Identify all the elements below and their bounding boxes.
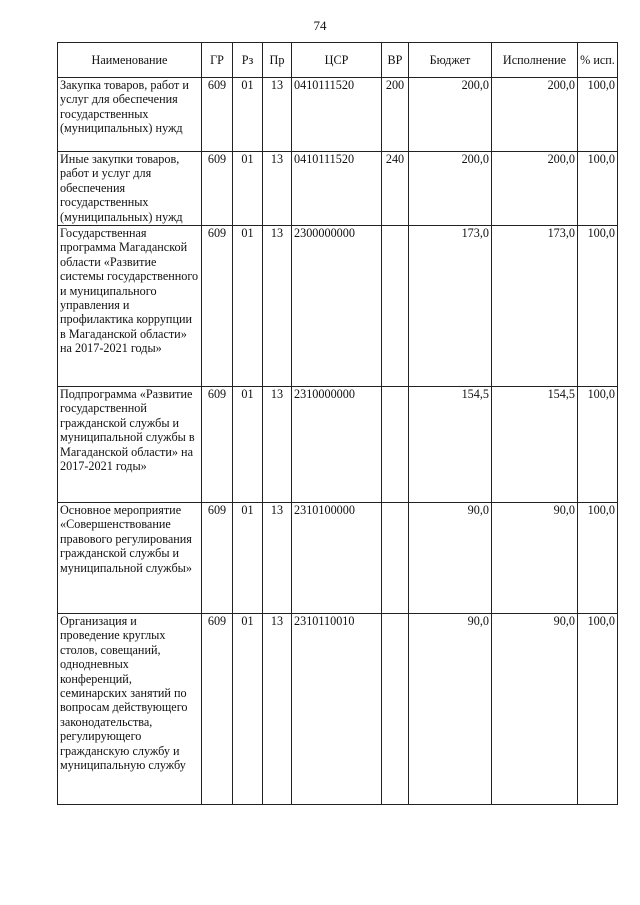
row-vr [382, 226, 409, 387]
row-pr: 13 [263, 614, 292, 805]
table-header-row [58, 43, 618, 78]
row-budget: 90,0 [409, 614, 492, 805]
row-vr: 240 [382, 152, 409, 226]
row-gr: 609 [202, 387, 233, 503]
row-csr: 0410111520 [292, 152, 382, 226]
row-name: Организация и проведение круглых столов, совещаний, однодневных конференций, семинарских занятий по вопросам действующего законодательства, регулирующего гражданскую службу и муниципальную службу [58, 614, 202, 805]
page-number: 74 [313, 18, 327, 33]
row-execution: 154,5 [492, 387, 578, 503]
row-gr: 609 [202, 152, 233, 226]
row-execution: 200,0 [492, 152, 578, 226]
row-percent: 100,0 [578, 387, 618, 503]
header-budget: Бюджет [409, 43, 492, 78]
header-rz: Рз [233, 43, 263, 78]
row-vr [382, 614, 409, 805]
row-name: Закупка товаров, работ и услуг для обеспечения государственных (муниципальных) нужд [58, 78, 202, 152]
row-gr: 609 [202, 614, 233, 805]
row-percent: 100,0 [578, 503, 618, 614]
row-rz: 01 [233, 78, 263, 152]
header-vr: ВР [382, 43, 409, 78]
row-csr: 2310100000 [292, 503, 382, 614]
row-gr: 609 [202, 226, 233, 387]
table-row [58, 387, 618, 503]
header-name: Наименование [58, 43, 202, 78]
table-row [58, 152, 618, 226]
row-csr: 2300000000 [292, 226, 382, 387]
row-budget: 90,0 [409, 503, 492, 614]
row-pr: 13 [263, 78, 292, 152]
row-name: Основное мероприятие «Совершенствование правового регулирования гражданской службы и муниципальной службы» [58, 503, 202, 614]
row-vr: 200 [382, 78, 409, 152]
row-execution: 90,0 [492, 614, 578, 805]
budget-execution-table [57, 42, 618, 805]
row-execution: 173,0 [492, 226, 578, 387]
row-budget: 173,0 [409, 226, 492, 387]
row-gr: 609 [202, 78, 233, 152]
row-pr: 13 [263, 226, 292, 387]
row-pr: 13 [263, 152, 292, 226]
row-rz: 01 [233, 152, 263, 226]
row-percent: 100,0 [578, 78, 618, 152]
row-rz: 01 [233, 614, 263, 805]
row-rz: 01 [233, 226, 263, 387]
row-rz: 01 [233, 387, 263, 503]
header-percent: % исп. [578, 43, 618, 78]
row-csr: 2310000000 [292, 387, 382, 503]
table-row [58, 78, 618, 152]
row-percent: 100,0 [578, 226, 618, 387]
row-name: Иные закупки товаров, работ и услуг для обеспечения государственных (муниципальных) нужд [58, 152, 202, 226]
row-budget: 200,0 [409, 152, 492, 226]
header-pr: Пр [263, 43, 292, 78]
header-execution: Исполнение [492, 43, 578, 78]
row-budget: 154,5 [409, 387, 492, 503]
row-pr: 13 [263, 387, 292, 503]
row-execution: 90,0 [492, 503, 578, 614]
row-csr: 0410111520 [292, 78, 382, 152]
row-execution: 200,0 [492, 78, 578, 152]
row-vr [382, 387, 409, 503]
header-csr: ЦСР [292, 43, 382, 78]
table-row [58, 503, 618, 614]
row-percent: 100,0 [578, 614, 618, 805]
row-name: Государственная программа Магаданской области «Развитие системы государственного и муниципального управления и профилактика коррупции в Магаданской области» на 2017-2021 годы» [58, 226, 202, 387]
header-gr: ГР [202, 43, 233, 78]
table-row [58, 226, 618, 387]
row-gr: 609 [202, 503, 233, 614]
table-row [58, 614, 618, 805]
row-percent: 100,0 [578, 152, 618, 226]
row-pr: 13 [263, 503, 292, 614]
row-budget: 200,0 [409, 78, 492, 152]
row-csr: 2310110010 [292, 614, 382, 805]
row-rz: 01 [233, 503, 263, 614]
row-name: Подпрограмма «Развитие государственной гражданской службы и муниципальной службы в Магаданской области» на 2017-2021 годы» [58, 387, 202, 503]
row-vr [382, 503, 409, 614]
